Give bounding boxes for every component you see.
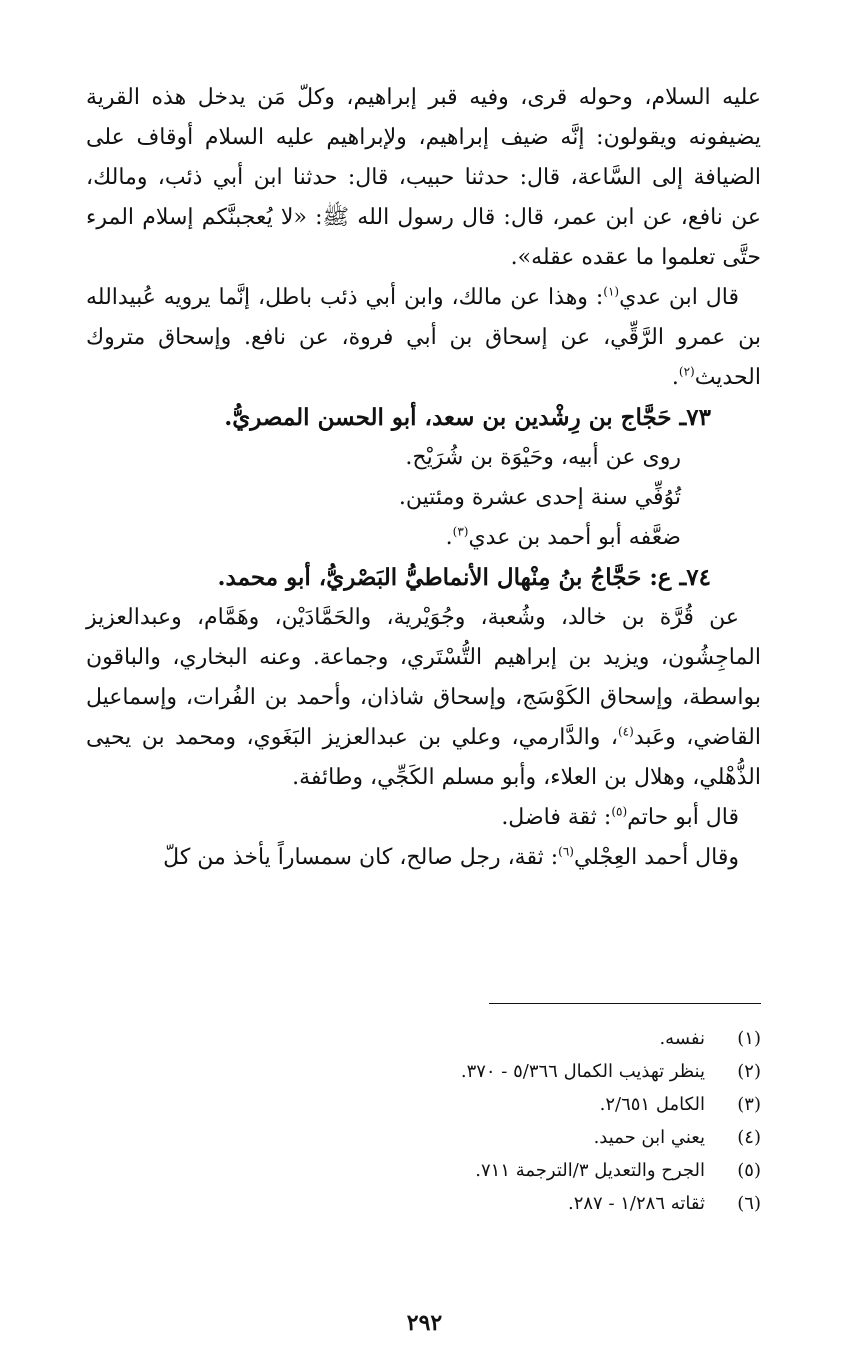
paragraph-2: قال ابن عدي$^{(١)}$: وهذا عن مالك، وابن أبي ذئب باطل، إنَّما يرويه عُبيدالله بن عمرو الرَّقِّي، عن إسحاق بن أبي فروة، عن نافع. وإسحاق متروك الحديث$^{(٢)}$. [86,284,761,390]
entry-74-title: ٧٤ـ ع: حَجَّاجُ بنُ مِنْهال الأنماطيُّ البَصْريُّ، أبو محمد. [217,564,711,591]
footnote-item: (٤)يعني ابن حميد. [593,1127,761,1148]
page-number: ٢٩٢ [406,1310,443,1336]
entry-74-paragraph-3: وقال أحمد العِجْلي$^{(٦)}$: ثقة، رجل صالح، كان سمساراً يأخذ من كلّ [163,844,739,870]
entry-73-line-1: روى عن أبيه، وحَيْوَة بن شُرَيْح. [405,445,681,470]
footnote-item: (٣)الكامل ٢/٦٥١. [599,1094,761,1115]
footnote-ref-6: (٦) [558,844,574,859]
footnotes-list [86,1022,761,1220]
footnote-ref-5: (٥) [611,804,628,819]
footnote-item: (٦)ثقاته ١/٢٨٦ - ٢٨٧. [567,1193,761,1214]
main-text [86,78,761,878]
entry-73-line-3: ضعَّفه أبو أحمد بن عدي$^{(٣)}$. [445,524,681,550]
footnote-item: (٥)الجرح والتعديل ٣/الترجمة ٧١١. [475,1160,761,1181]
footnote-ref-3: (٣) [452,524,469,539]
entry-73-title: ٧٣ـ حَجَّاج بن رِشْدين بن سعد، أبو الحسن المصريُّ. [224,404,711,431]
entry-74-paragraph-2: قال أبو حاتم$^{(٥)}$: ثقة فاضل. [501,804,739,830]
footnote-item: (٢)ينظر تهذيب الكمال ٥/٣٦٦ - ٣٧٠. [460,1061,761,1082]
footnote-ref-1: (١) [603,284,620,299]
footnote-item: (١)نفسه. [659,1028,761,1049]
footnote-ref-2: (٢) [678,364,695,379]
entry-73-line-2: تُوُفِّي سنة إحدى عشرة ومئتين. [398,485,681,510]
footnote-ref-4: (٤) [617,724,634,739]
footnote-divider [489,1003,761,1004]
paragraph-1: عليه السلام، وحوله قرى، وفيه قبر إبراهيم، وكلّ مَن يدخل هذه القرية يضيفونه ويقولون: إنَّه ضيف إبراهيم، ولإبراهيم عليه السلام أوقاف على الضيافة إلى السَّاعة، قال: حدثنا حبيب، قال: حدثنا ابن أبي ذئب، ومالك، عن نافع، عن ابن عمر، قال: قال رسول الله ﷺ: «لا يُعجبنَّكم إسلام المرء حتَّى تعلموا ما عقده عقله». [86,85,761,270]
entry-74-paragraph-1: عن قُرَّة بن خالد، وشُعبة، وجُوَيْرية، والحَمَّادَيْن، وهَمَّام، وعبدالعزيز الماجِشُون، ويزيد بن إبراهيم التُّسْتَري، وجماعة. وعنه البخاري، والباقون بواسطة، وإسحاق الكَوْسَج، وإسحاق شاذان، وأحمد بن الفُرات، وإسماعيل القاضي، وعَبد$^{(٤)}$، والدَّارمي، وعلي بن عبدالعزيز البَغَوي، ومحمد بن يحيى الذُّهْلي، وهلال بن العلاء، وأبو مسلم الكَجِّي، وطائفة. [86,605,761,790]
